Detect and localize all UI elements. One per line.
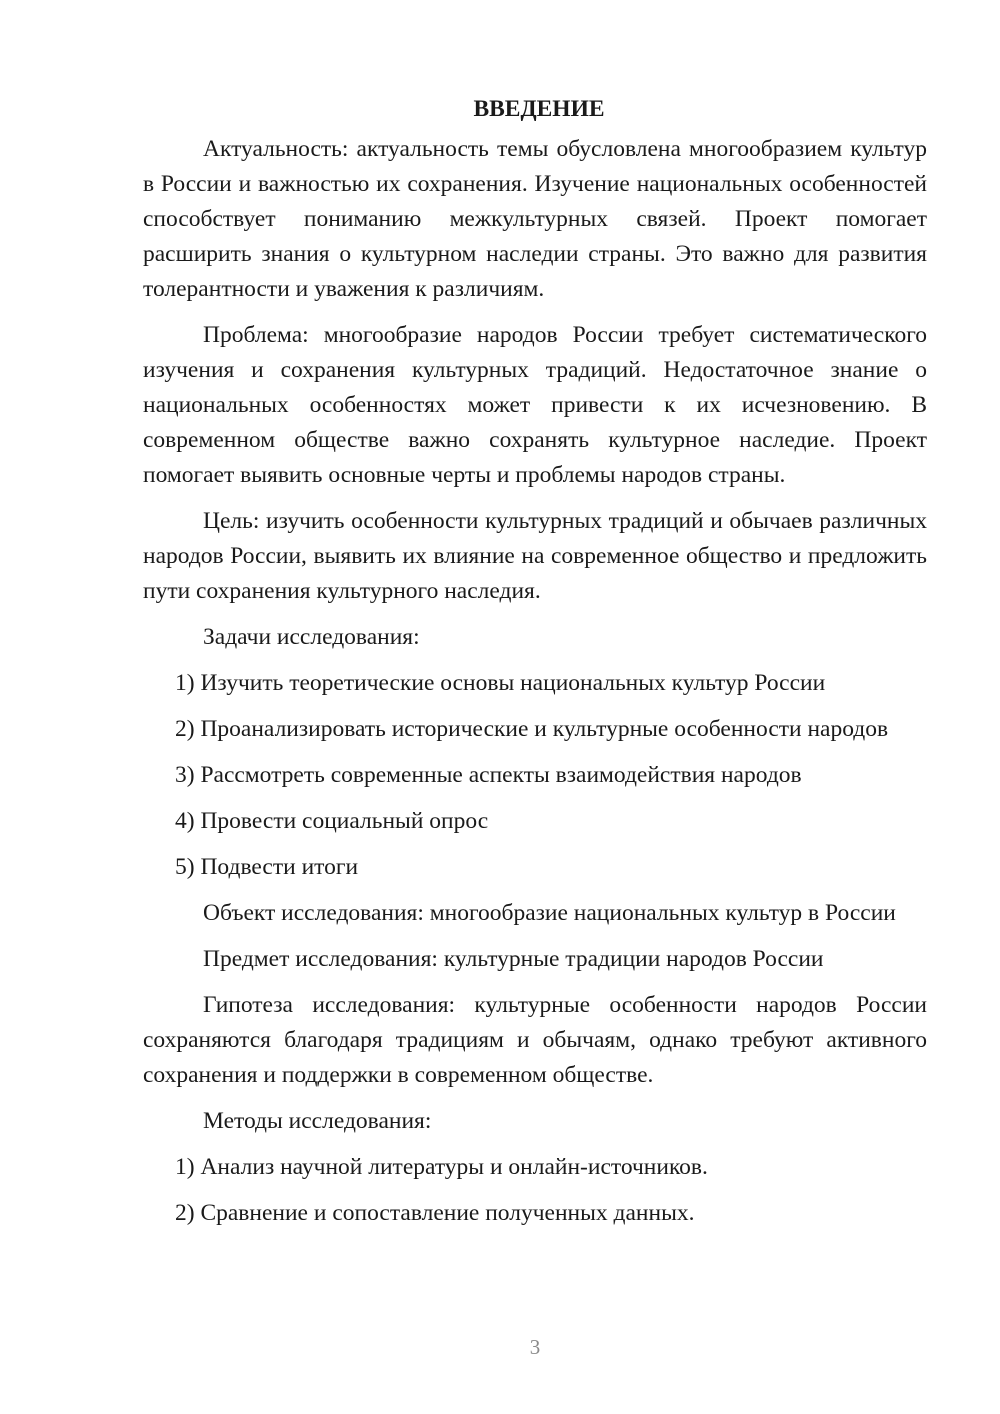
task-item: 5) Подвести итоги <box>175 854 359 880</box>
goal-paragraph: Цель: изучить особенности культурных традиций и обычаев различных народов России, выявить их влияние на современное общество и предложить пути сохранения культурного наследия. <box>143 508 927 604</box>
page-content <box>143 92 927 1242</box>
task-item: 4) Провести социальный опрос <box>175 808 489 834</box>
task-item: 2) Проанализировать исторические и культурные особенности народов <box>175 716 889 742</box>
relevance-paragraph: Актуальность: актуальность темы обусловлена многообразием культур в России и важностью их сохранения. Изучение национальных особенностей способствует пониманию межкультурных связей. Проект помогает расширить знания о культурном наследии страны. Это важно для развития толерантности и уважения к различиям. <box>143 136 927 302</box>
subject-paragraph: Предмет исследования: культурные традиции народов России <box>203 946 824 972</box>
object-paragraph: Объект исследования: многообразие национальных культур в России <box>203 900 896 926</box>
task-item: 1) Изучить теоретические основы национальных культур России <box>175 670 826 696</box>
method-item: 2) Сравнение и сопоставление полученных данных. <box>175 1200 695 1226</box>
method-item: 1) Анализ научной литературы и онлайн-источников. <box>175 1154 708 1180</box>
tasks-heading: Задачи исследования: <box>203 624 420 650</box>
task-item: 3) Рассмотреть современные аспекты взаимодействия народов <box>175 762 802 788</box>
hypothesis-paragraph: Гипотеза исследования: культурные особенности народов России сохраняются благодаря традициям и обычаям, однако требуют активного сохранения и поддержки в современном обществе. <box>143 992 927 1088</box>
methods-heading: Методы исследования: <box>203 1108 432 1134</box>
section-title: ВВЕДЕНИЕ <box>473 96 605 122</box>
problem-paragraph: Проблема: многообразие народов России требует систематического изучения и сохранения культурных традиций. Недостаточное знание о национальных особенностях может привести к их исчезновению. В современном обществе важно сохранять культурное наследие. Проект помогает выявить основные черты и проблемы народов страны. <box>143 322 927 488</box>
page-number: 3 <box>529 1335 541 1359</box>
